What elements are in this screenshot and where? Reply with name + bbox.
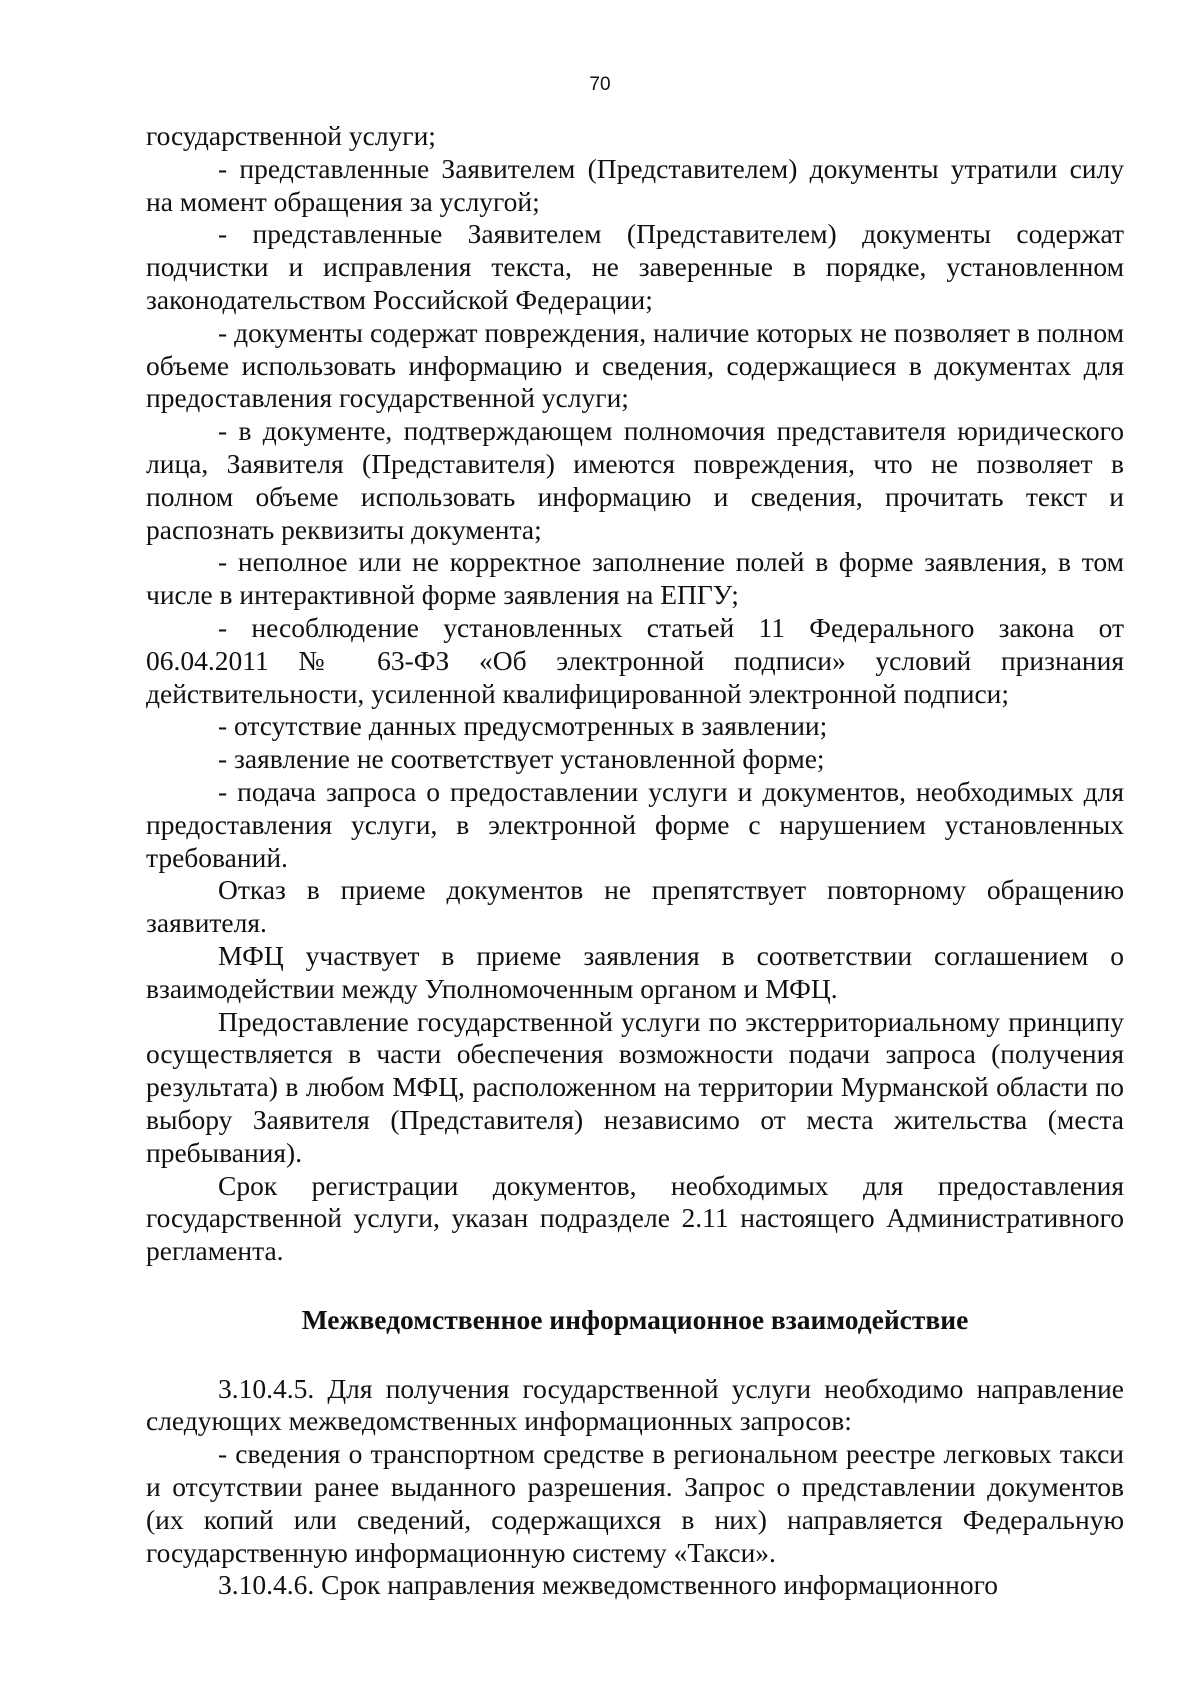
paragraph-registration-term: Срок регистрации документов, необходимых для предоставления государственной услуги, указан подразделе 2.11 настоящего Административного регламента. (146, 1169, 1124, 1267)
paragraph-extraterritorial: Предоставление государственной услуги по экстерриториальному принципу осуществляется в части обеспечения возможности подачи запроса (получения результата) в любом МФЦ, расположенном на территории Мурманской области по выбору Заявителя (Представителя) независимо от места жительства (места пребывания). (146, 1005, 1124, 1168)
paragraph-vehicle-info: - сведения о транспортном средстве в региональном реестре легковых такси и отсутствии ранее выданного разрешения. Запрос о представлении документов (их копий или сведений, содержащихся в них) направляется Федеральную государственную информационную систему «Такси». (146, 1438, 1124, 1568)
paragraph-electronic-signature: - несоблюдение установленных статьей 11 Федерального закона от 06.04.2011 № 63-ФЗ «Об электронной подписи» условий признания действительности, усиленной квалифицированной электронной подписи; (146, 611, 1124, 709)
paragraph-expired-documents: - представленные Заявителем (Представителем) документы утратили силу на момент обращения за услугой; (146, 152, 1124, 217)
paragraph-missing-data: - отсутствие данных предусмотренных в заявлении; (218, 710, 828, 742)
page-number: 70 (589, 74, 611, 95)
paragraph-incomplete-form: - неполное или не корректное заполнение полей в форме заявления, в том числе в интерактивной форме заявления на ЕПГУ; (146, 546, 1124, 611)
document-body (146, 120, 1124, 1602)
paragraph-3-10-4-5: 3.10.4.5. Для получения государственной услуги необходимо направление следующих межведомственных информационных запросов: (146, 1372, 1124, 1437)
section-heading: Межведомственное информационное взаимодействие (301, 1303, 969, 1335)
paragraph-corrections: - представленные Заявителем (Представителем) документы содержат подчистки и исправления текста, не заверенные в порядке, установленном законодательством Российской Федерации; (146, 218, 1124, 315)
paragraph-continuation: государственной услуги; (146, 120, 436, 151)
paragraph-mfc-participation: МФЦ участвует в приеме заявления в соответствии соглашением о взаимодействии между Уполномоченным органом и МФЦ. (146, 939, 1124, 1004)
paragraph-3-10-4-6: 3.10.4.6. Срок направления межведомственного информационного (218, 1569, 998, 1601)
paragraph-electronic-submission: - подача запроса о предоставлении услуги и документов, необходимых для предоставления услуги, в электронной форме с нарушением установленных требований. (146, 775, 1124, 873)
paragraph-damaged-documents: - документы содержат повреждения, наличие которых не позволяет в полном объеме использовать информацию и сведения, содержащиеся в документах для предоставления государственной услуги; (146, 316, 1124, 414)
paragraph-refusal-note: Отказ в приеме документов не препятствует повторному обращению заявителя. (146, 874, 1124, 939)
paragraph-form-mismatch: - заявление не соответствует установленной форме; (218, 743, 825, 775)
paragraph-representative-authority: - в документе, подтверждающем полномочия представителя юридического лица, Заявителя (Представителя) имеются повреждения, что не позволяет в полном объеме использовать информацию и сведения, прочитать текст и распознать реквизиты документа; (146, 415, 1124, 545)
